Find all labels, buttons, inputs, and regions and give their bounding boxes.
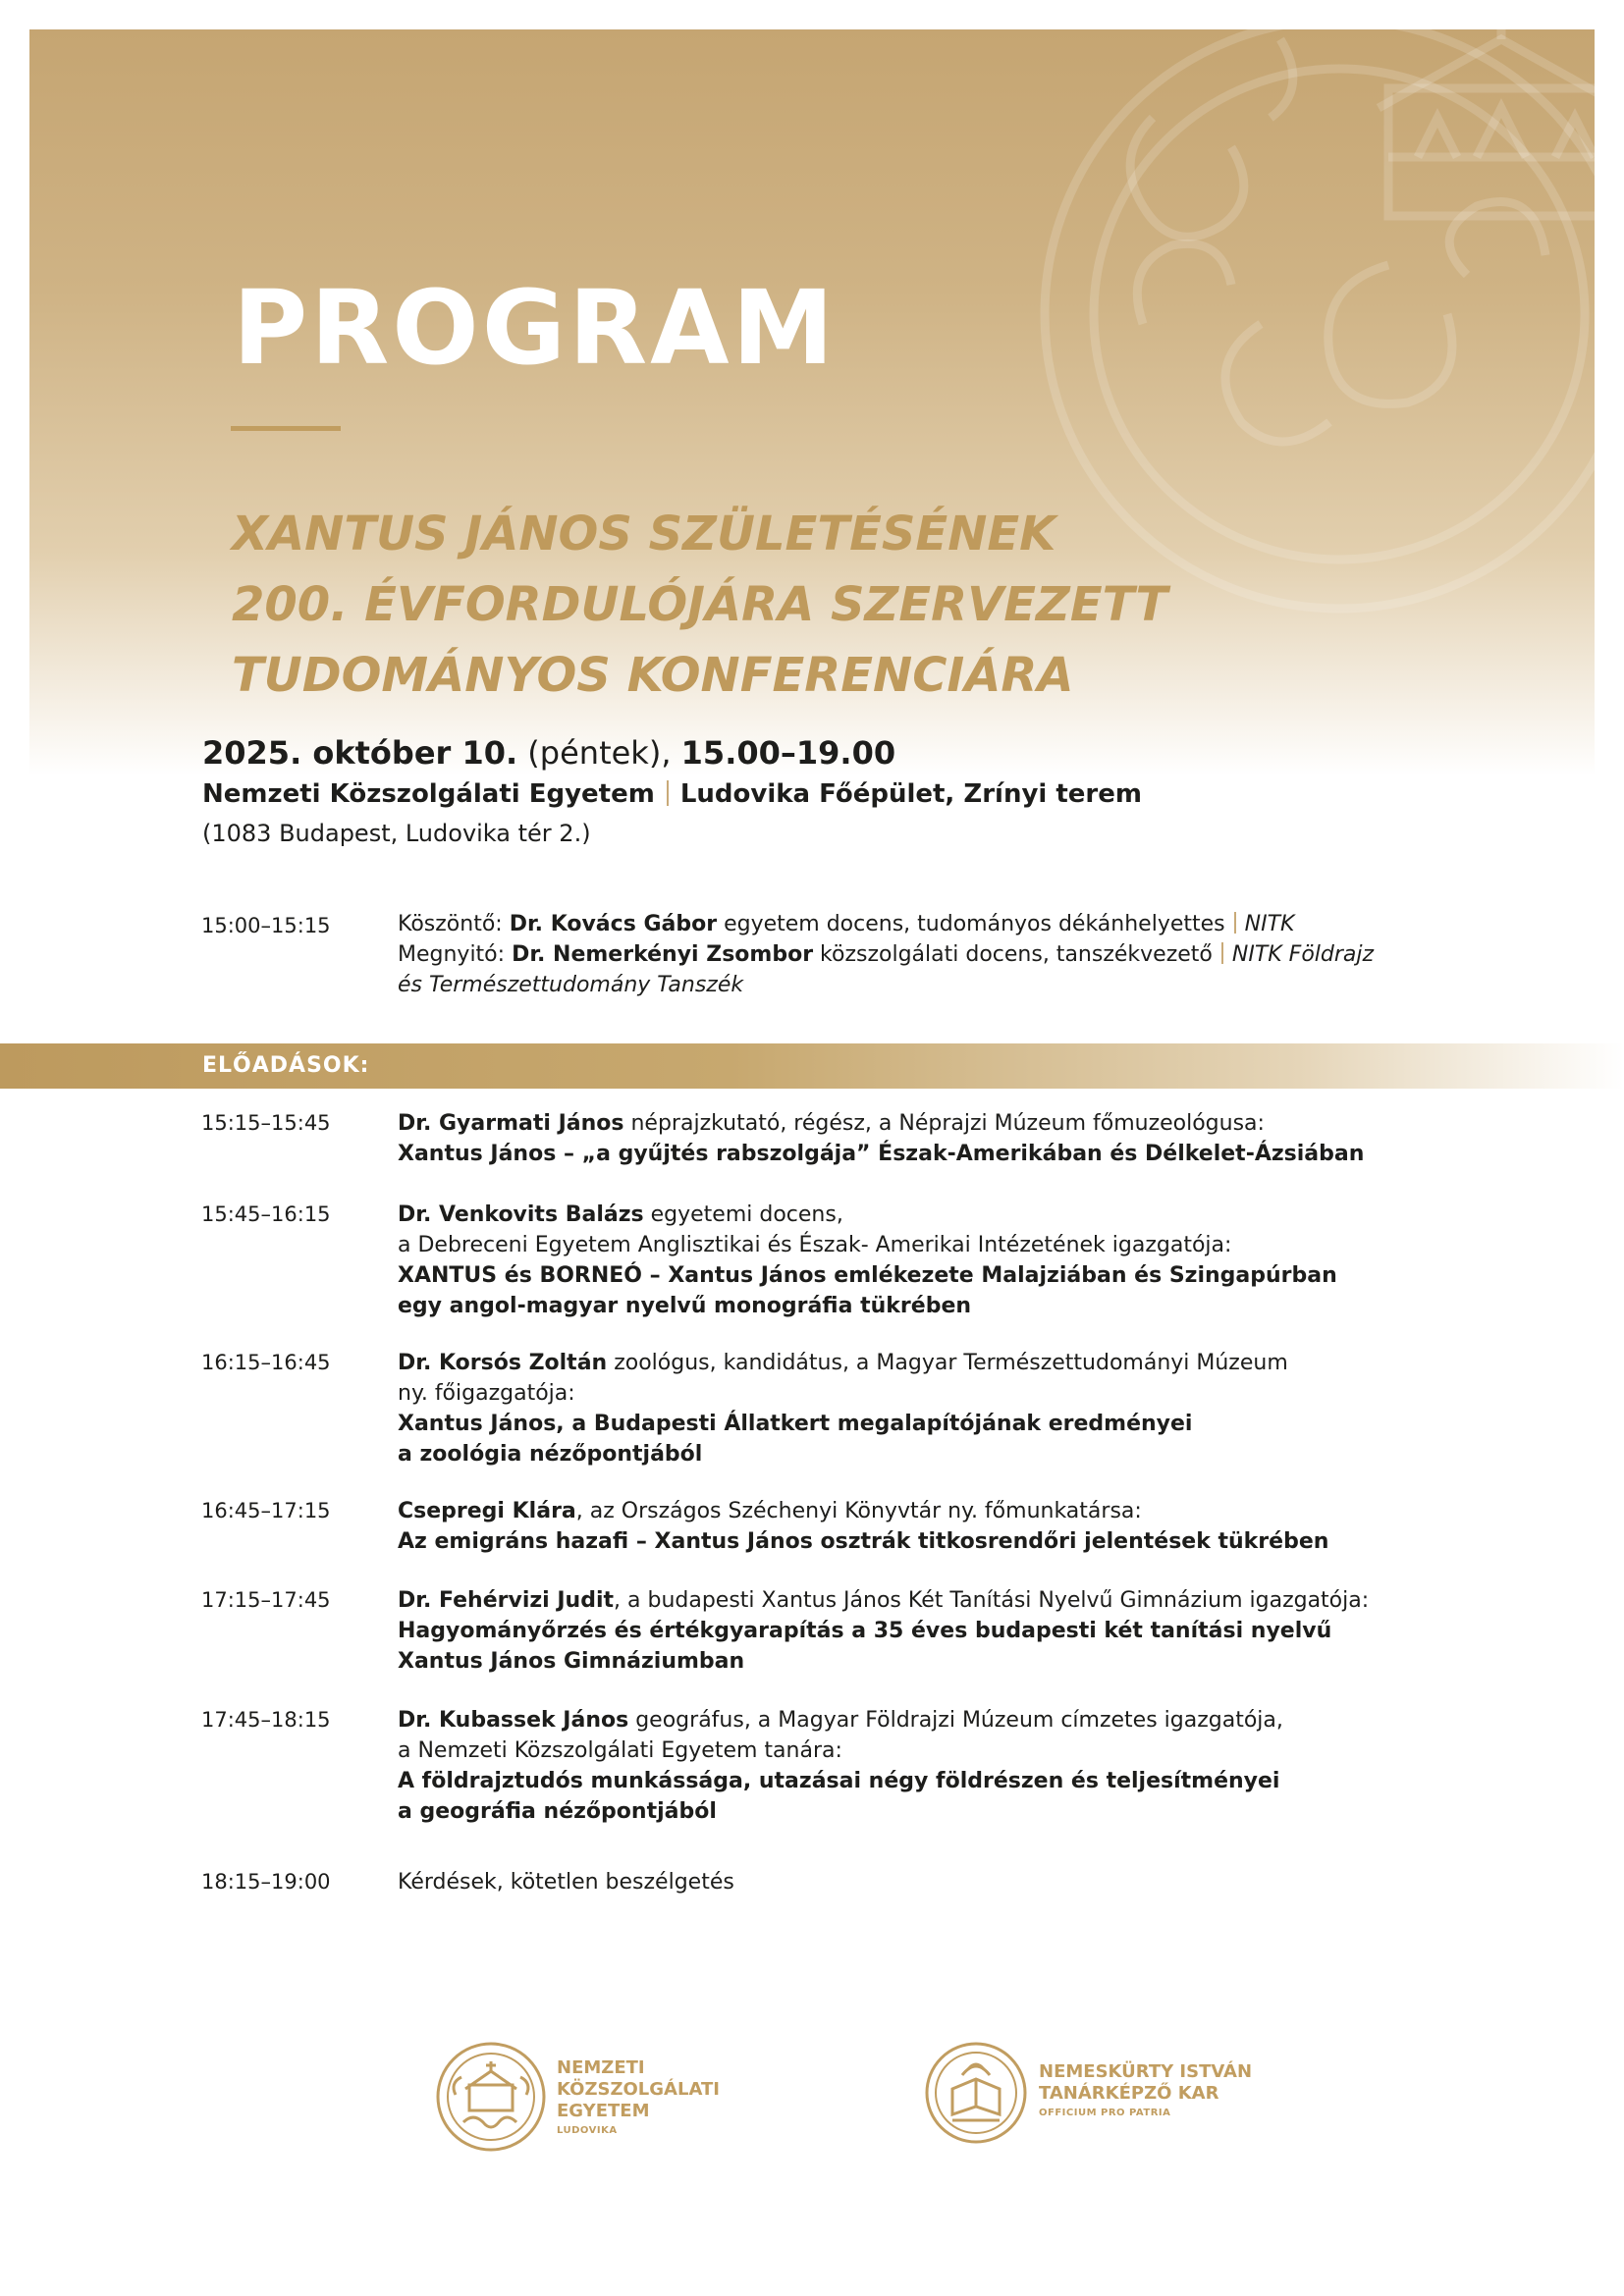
lecture-title: Xantus János, a Budapesti Állatkert megalapítójának eredményei xyxy=(398,1412,1193,1436)
nke-logo-text xyxy=(557,2057,720,2140)
lecture-role: néprajzkutató, régész, a Néprajzi Múzeum főmuzeológusa: xyxy=(630,1111,1265,1136)
subtitle-line: 200. ÉVFORDULÓJÁRA SZERVEZETT xyxy=(232,577,1168,632)
lecture-content xyxy=(398,1585,1507,1677)
lecture-speaker: Dr. Fehérvizi Judit xyxy=(398,1588,615,1613)
lecture-role: zoológus, kandidátus, a Magyar Természettudományi Múzeum xyxy=(614,1351,1288,1375)
lecture-title: egy angol-magyar nyelvű monográfia tükrében xyxy=(398,1294,972,1318)
event-date: 2025. október 10. xyxy=(202,734,518,772)
opener-label: Megnyitó: xyxy=(398,942,506,967)
title-divider xyxy=(231,426,341,431)
lecture-title: Az emigráns hazafi – Xantus János osztrák titkosrendőri jelentések tükrében xyxy=(398,1529,1329,1554)
lecture-speaker: Dr. Korsós Zoltán xyxy=(398,1351,608,1375)
schedule-time: 15:45–16:15 xyxy=(201,1202,331,1226)
event-venue-line xyxy=(202,774,1479,815)
separator xyxy=(667,780,669,806)
conference-subtitle xyxy=(232,499,1459,711)
lecture-content xyxy=(398,1108,1507,1169)
lecture-title: a geográfia nézőpontjából xyxy=(398,1799,717,1824)
logo-line: KÖZSZOLGÁLATI xyxy=(557,2079,720,2100)
event-info xyxy=(202,732,1479,852)
lecture-role: , az Országos Széchenyi Könyvtár ny. főmunkatársa: xyxy=(575,1499,1142,1523)
lecture-title: Xantus János Gimnáziumban xyxy=(398,1649,745,1674)
venue-org: Nemzeti Közszolgálati Egyetem xyxy=(202,779,655,809)
event-time: 15.00–19.00 xyxy=(680,734,896,772)
lecture-title: A földrajztudós munkássága, utazásai négy földrészen és teljesítményei xyxy=(398,1769,1280,1793)
schedule-time: 15:15–15:45 xyxy=(201,1111,331,1135)
tk-logo-text xyxy=(1039,2061,1252,2122)
subtitle-line: TUDOMÁNYOS KONFERENCIÁRA xyxy=(232,648,1074,703)
hero-header xyxy=(29,29,1595,775)
lecture-speaker: Csepregi Klára xyxy=(398,1499,576,1523)
lecture-role: a Nemzeti Közszolgálati Egyetem tanára: xyxy=(398,1738,842,1763)
nke-seal-icon xyxy=(434,2040,548,2154)
logo-subtext: OFFICIUM PRO PATRIA xyxy=(1039,2108,1171,2118)
lecture-role: a Debreceni Egyetem Anglisztikai és Észak- Amerikai Intézetének igazgatója: xyxy=(398,1233,1232,1257)
lecture-role: ny. főigazgatója: xyxy=(398,1381,575,1406)
lecture-role: geográfus, a Magyar Földrajzi Múzeum címzetes igazgatója, xyxy=(635,1708,1283,1733)
opener-affiliation-2: és Természettudomány Tanszék xyxy=(398,973,744,997)
opener-line xyxy=(398,939,1507,970)
schedule-time: 16:45–17:15 xyxy=(201,1499,331,1522)
lecture-role: , a budapesti Xantus János Két Tanítási Nyelvű Gimnázium igazgatója: xyxy=(614,1588,1370,1613)
opener-line-2 xyxy=(398,970,1507,1000)
schedule-time: 17:15–17:45 xyxy=(201,1588,331,1612)
lecture-content xyxy=(398,1496,1507,1557)
nke-logo xyxy=(434,2040,748,2158)
event-weekday: (péntek), xyxy=(527,734,672,772)
opening-content xyxy=(398,909,1507,1000)
schedule-time: 17:45–18:15 xyxy=(201,1708,331,1732)
closing-text: Kérdések, kötetlen beszélgetés xyxy=(398,1870,734,1895)
tk-logo xyxy=(923,2040,1276,2158)
venue-hall: Ludovika Főépület, Zrínyi terem xyxy=(679,779,1142,809)
event-date-line xyxy=(202,732,1479,774)
subtitle-line: XANTUS JÁNOS SZÜLETÉSÉNEK xyxy=(232,507,1056,561)
lecture-speaker: Dr. Venkovits Balázs xyxy=(398,1202,644,1227)
tk-seal-icon xyxy=(923,2040,1029,2146)
lecture-content xyxy=(398,1348,1507,1469)
lecture-role: egyetemi docens, xyxy=(650,1202,843,1227)
lecture-speaker: Dr. Gyarmati János xyxy=(398,1111,624,1136)
schedule-time: 15:00–15:15 xyxy=(201,914,331,937)
logo-subtext: LUDOVIKA xyxy=(557,2125,618,2136)
greeting-label: Köszöntő: xyxy=(398,912,503,936)
page-title: PROGRAM xyxy=(233,268,838,388)
logo-line: NEMESKÜRTY ISTVÁN xyxy=(1039,2061,1253,2082)
logo-line: NEMZETI xyxy=(557,2057,645,2078)
greeting-role: egyetem docens, tudományos dékánhelyettes xyxy=(724,912,1225,936)
separator xyxy=(1234,912,1236,934)
lecture-title: Xantus János – „a gyűjtés rabszolgája” Észak-Amerikában és Délkelet-Ázsiában xyxy=(398,1142,1365,1166)
opener-role: közszolgálati docens, tanszékvezető xyxy=(820,942,1213,967)
logo-line: EGYETEM xyxy=(557,2101,650,2121)
greeting-affiliation: NITK xyxy=(1244,912,1295,936)
lecture-title: XANTUS és BORNEÓ – Xantus János emlékezete Malajziában és Szingapúrban xyxy=(398,1263,1337,1288)
opener-speaker: Dr. Nemerkényi Zsombor xyxy=(512,942,814,967)
schedule-time: 16:15–16:45 xyxy=(201,1351,331,1374)
lecture-title: Hagyományőrzés és értékgyarapítás a 35 éves budapesti két tanítási nyelvű xyxy=(398,1619,1332,1643)
lecture-title: a zoológia nézőpontjából xyxy=(398,1442,703,1467)
logo-line: TANÁRKÉPZŐ KAR xyxy=(1039,2083,1219,2104)
lectures-heading: ELŐADÁSOK: xyxy=(202,1053,370,1078)
greeting-speaker: Dr. Kovács Gábor xyxy=(509,912,718,936)
greeting-line xyxy=(398,909,1507,939)
lecture-content xyxy=(398,1705,1507,1827)
section-band xyxy=(0,1043,1624,1089)
event-address: (1083 Budapest, Ludovika tér 2.) xyxy=(202,820,591,847)
lecture-speaker: Dr. Kubassek János xyxy=(398,1708,629,1733)
schedule-row-opening xyxy=(201,909,1507,1007)
schedule-time: 18:15–19:00 xyxy=(201,1870,331,1894)
separator xyxy=(1221,942,1223,964)
lecture-content xyxy=(398,1200,1507,1321)
opener-affiliation: NITK Földrajz xyxy=(1231,942,1375,967)
